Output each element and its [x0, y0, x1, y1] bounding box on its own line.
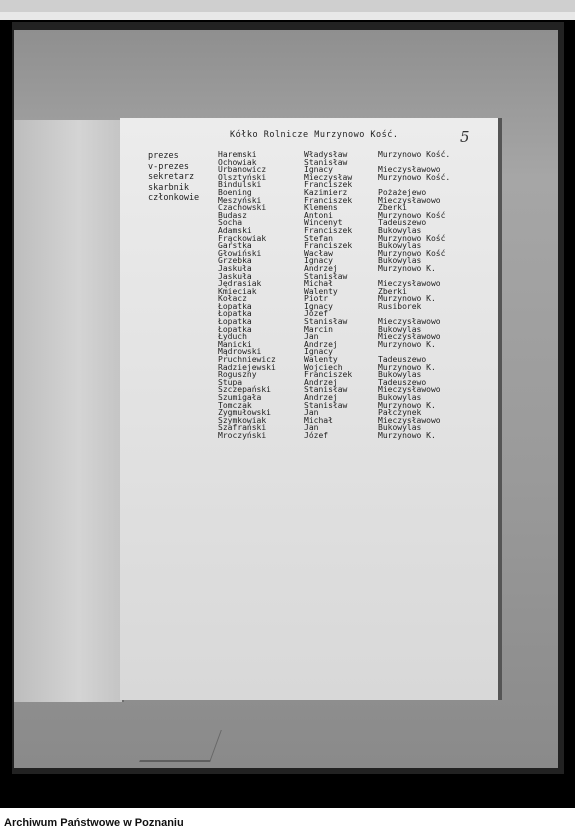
- member-surname: Łopatka: [218, 309, 252, 319]
- member-first-name: Stefan: [304, 233, 333, 243]
- member-surname: Szymkowiak: [218, 415, 267, 425]
- member-surname: Frąckowiak: [218, 233, 267, 243]
- member-first-name: Michał: [304, 279, 333, 289]
- member-first-name: Mieczysław: [304, 172, 353, 182]
- role-label: sekretarz: [148, 172, 195, 182]
- member-place: Mieczysławowo: [378, 415, 441, 425]
- member-surname: Łopatka: [218, 301, 252, 311]
- member-place: Mieczysławowo: [378, 279, 441, 289]
- member-first-name: Stanisław: [304, 157, 348, 167]
- member-first-name: Stanisław: [304, 271, 348, 281]
- member-surname: Ochowiak: [218, 157, 257, 167]
- member-first-name: Marcin: [304, 324, 333, 334]
- member-first-name: Walenty: [304, 286, 338, 296]
- archive-credit: Archiwum Państwowe w Poznaniu: [4, 817, 184, 829]
- member-first-name: Franciszek: [304, 241, 353, 251]
- member-surname: Jaskuła: [218, 271, 252, 281]
- member-place: Tadeuszewo: [378, 377, 427, 387]
- member-place: Bukowylas: [378, 393, 422, 402]
- member-first-name: Andrzej: [304, 393, 338, 402]
- role-label: skarbnik: [148, 182, 189, 193]
- member-first-name: Andrzej: [304, 377, 338, 387]
- member-first-name: Ignacy: [304, 301, 333, 311]
- member-place: Mieczysławowo: [378, 385, 441, 395]
- member-surname: Kołacz: [218, 294, 247, 304]
- member-surname: Szafrański: [218, 423, 267, 433]
- member-place: Murzynowo Kość: [378, 210, 446, 220]
- member-place: Tadeuszewo: [378, 355, 427, 365]
- role-label: prezes: [148, 151, 179, 161]
- member-surname: Zygmułowski: [218, 408, 271, 418]
- member-first-name: Józef: [304, 430, 329, 440]
- member-surname: Pruchniewicz: [218, 355, 276, 365]
- member-place: Bukowylas: [378, 370, 422, 380]
- member-surname: Kmieciak: [218, 286, 257, 296]
- member-surname: Manicki: [218, 339, 252, 349]
- member-surname: Garstka: [218, 241, 252, 251]
- member-place: Murzynowo Kość: [378, 233, 446, 243]
- member-place: Murzynowo K.: [378, 294, 436, 304]
- roles-column: [148, 151, 199, 204]
- document-page: [120, 118, 502, 700]
- member-first-name: Franciszek: [304, 370, 353, 380]
- member-surname: Łopatka: [218, 324, 252, 334]
- member-place: Pożażejewo: [378, 187, 427, 197]
- member-surname: Tomczak: [218, 400, 252, 410]
- member-surname: Jędrasiak: [218, 279, 262, 289]
- member-place: Bukowylas: [378, 423, 422, 433]
- member-first-name: Stanisław: [304, 385, 348, 395]
- member-surname: Urbanowicz: [218, 165, 267, 175]
- member-place: Bukowylas: [378, 256, 422, 266]
- member-first-name: Andrzej: [304, 263, 338, 273]
- member-first-name: Wacław: [304, 248, 333, 258]
- member-first-name: Józef: [304, 309, 329, 319]
- member-surname: Szczepański: [218, 385, 271, 395]
- member-place: Murzynowo K.: [378, 339, 436, 349]
- member-place: Bukowylas: [378, 225, 422, 235]
- member-place: Murzynowo K.: [378, 400, 436, 410]
- member-first-name: Ignacy: [304, 165, 333, 175]
- member-place: Bukowylas: [378, 241, 422, 251]
- member-surname: Stupa: [218, 377, 243, 387]
- member-place: Mieczysławowo: [378, 195, 441, 205]
- member-first-name: Andrzej: [304, 339, 338, 349]
- member-first-name: Antoni: [304, 210, 333, 220]
- member-first-name: Klemens: [304, 203, 338, 213]
- member-place: Rusiborek: [378, 301, 422, 311]
- member-surname: Roguszny: [218, 370, 257, 380]
- member-surname: Mroczyński: [218, 430, 267, 440]
- member-place: Pałczynek: [378, 408, 422, 418]
- member-surname: Budasz: [218, 210, 247, 220]
- member-surname: Radziejewski: [218, 362, 276, 372]
- document-title: Kółko Rolnicze Murzynowo Kość.: [230, 130, 399, 140]
- member-place: Zberki: [378, 286, 407, 296]
- member-place: Murzynowo Kość.: [378, 172, 451, 182]
- member-first-name: Franciszek: [304, 225, 353, 235]
- member-surname: Szumigała: [218, 393, 262, 402]
- member-surname: Adamski: [218, 225, 252, 235]
- role-label: v-prezes: [148, 161, 189, 172]
- member-surname: Meszyński: [218, 195, 262, 205]
- member-surname: Haremski: [218, 150, 257, 159]
- member-place: Tadeuszewo: [378, 218, 427, 228]
- member-first-name: Wincenyt: [304, 218, 343, 228]
- member-first-name: Kazimierz: [304, 187, 348, 197]
- top-border-strip: [0, 0, 575, 12]
- top-border-strip-light: [0, 12, 575, 20]
- member-surname: Jaskuła: [218, 263, 252, 273]
- member-first-name: Ignacy: [304, 256, 333, 266]
- member-surname: Łyduch: [218, 332, 247, 342]
- member-first-name: Stanisław: [304, 400, 348, 410]
- member-place: Murzynowo K.: [378, 430, 436, 440]
- member-first-name: Walenty: [304, 355, 338, 365]
- member-first-name: Jan: [304, 332, 319, 342]
- member-first-name: Władysław: [304, 150, 348, 159]
- member-surname: Łopatka: [218, 317, 252, 327]
- footer-bar: [0, 805, 575, 840]
- member-first-name: Franciszek: [304, 180, 353, 190]
- member-place: Murzynowo Kość: [378, 248, 446, 258]
- member-place: Mieczysławowo: [378, 317, 441, 327]
- member-place: Murzynowo Kość.: [378, 150, 451, 159]
- member-surname: Olsztyński: [218, 172, 267, 182]
- member-surname: Socha: [218, 218, 243, 228]
- member-first-name: Jan: [304, 408, 319, 418]
- role-label: członkowie: [148, 193, 200, 203]
- member-first-name: Michał: [304, 415, 333, 425]
- member-surname: Bindulski: [218, 180, 262, 190]
- member-surname: Boening: [218, 187, 252, 197]
- member-place: Mieczysławowo: [378, 165, 441, 175]
- member-first-name: Stanisław: [304, 317, 348, 327]
- member-first-name: Piotr: [304, 294, 329, 304]
- member-place: Bukowylas: [378, 324, 422, 334]
- paper-tear-mark: [139, 730, 222, 762]
- member-first-name: Franciszek: [304, 195, 353, 205]
- member-place: Murzynowo K.: [378, 263, 436, 273]
- member-surname: Mądrowski: [218, 347, 262, 357]
- member-first-name: Jan: [304, 423, 319, 433]
- member-surname: Grzebka: [218, 256, 252, 266]
- member-first-name: Wojciech: [304, 362, 343, 372]
- member-surname: Głowiński: [218, 248, 262, 258]
- member-first-name: Ignacy: [304, 347, 333, 357]
- member-place: Zberki: [378, 203, 407, 213]
- member-place: Murzynowo K.: [378, 362, 436, 372]
- member-place: Mieczysławowo: [378, 332, 441, 342]
- left-facing-page: [14, 120, 124, 702]
- page-number: 5: [460, 128, 470, 146]
- member-surname: Czachowski: [218, 203, 267, 213]
